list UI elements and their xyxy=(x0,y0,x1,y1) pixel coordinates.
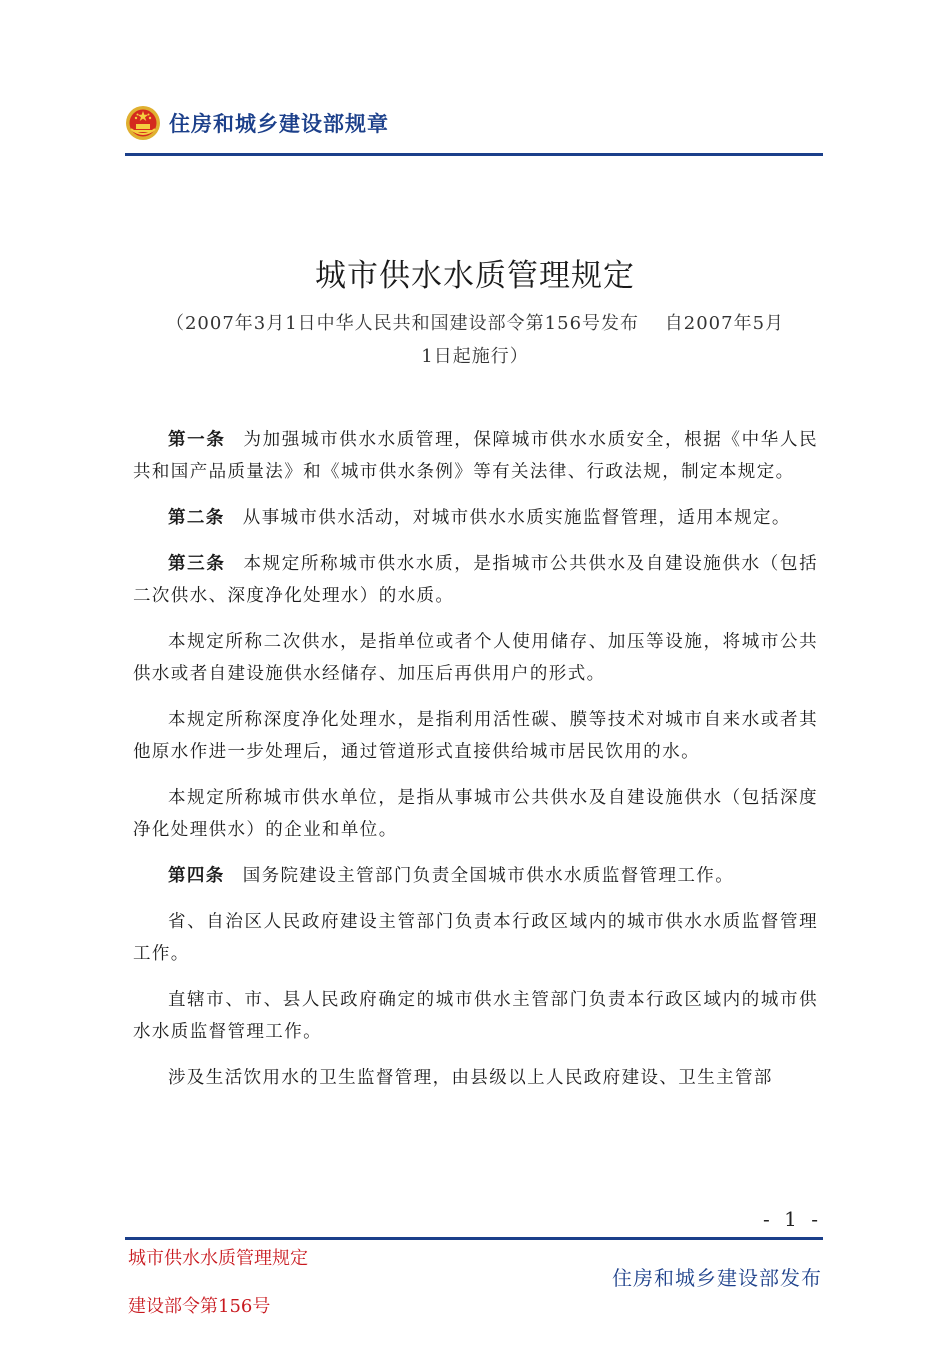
paragraph xyxy=(133,704,818,768)
article-number: 第一条 xyxy=(168,430,226,450)
paragraph-text: 涉及生活饮用水的卫生监督管理，由县级以上人民政府建设、卫生主管部 xyxy=(168,1068,773,1088)
national-emblem-icon xyxy=(125,105,161,141)
page-number: - 1 - xyxy=(763,1207,822,1231)
document-subtitle xyxy=(125,307,825,373)
paragraph xyxy=(133,860,818,892)
footer-document-name: 城市供水水质管理规定 xyxy=(128,1248,308,1269)
paragraph xyxy=(133,984,818,1048)
footer-divider xyxy=(125,1237,823,1240)
paragraph xyxy=(133,906,818,970)
article-number: 第四条 xyxy=(168,866,225,886)
paragraph-text: 本规定所称城市供水单位，是指从事城市公共供水及自建设施供水（包括深度净化处理供水）的企业和单位。 xyxy=(133,788,818,840)
paragraph-text: 国务院建设主管部门负责全国城市供水水质监督管理工作。 xyxy=(242,866,735,886)
footer-decree-number: 建设部令第156号 xyxy=(128,1296,271,1317)
subtitle-line-1: （2007年3月1日中华人民共和国建设部令第156号发布 自2007年5月 xyxy=(165,313,785,334)
paragraph-text: 本规定所称城市供水水质，是指城市公共供水及自建设施供水（包括二次供水、深度净化处理水）的水质。 xyxy=(133,554,819,606)
header-title: 住房和城乡建设部规章 xyxy=(169,112,389,136)
document-title: 城市供水水质管理规定 xyxy=(315,258,635,294)
paragraph-text: 为加强城市供水水质管理，保障城市供水水质安全，根据《中华人民共和国产品质量法》和《城市供水条例》等有关法律、行政法规，制定本规定。 xyxy=(133,430,819,482)
article-number: 第二条 xyxy=(168,508,225,528)
paragraph-text: 直辖市、市、县人民政府确定的城市供水主管部门负责本行政区域内的城市供水水质监督管理工作。 xyxy=(133,990,818,1042)
paragraph xyxy=(133,782,818,846)
page-header xyxy=(125,103,825,143)
document-body xyxy=(133,424,818,1108)
paragraph xyxy=(133,626,818,690)
article-number: 第三条 xyxy=(168,554,226,574)
header-divider xyxy=(125,153,823,156)
paragraph-text: 省、自治区人民政府建设主管部门负责本行政区域内的城市供水水质监督管理工作。 xyxy=(133,912,818,964)
paragraph xyxy=(133,502,818,534)
paragraph xyxy=(133,1062,818,1094)
paragraph-text: 本规定所称二次供水，是指单位或者个人使用储存、加压等设施，将城市公共供水或者自建设施供水经储存、加压后再供用户的形式。 xyxy=(133,632,818,684)
footer-publisher: 住房和城乡建设部发布 xyxy=(612,1266,822,1290)
paragraph xyxy=(133,548,818,612)
paragraph xyxy=(133,424,818,488)
paragraph-text: 从事城市供水活动，对城市供水水质实施监督管理，适用本规定。 xyxy=(242,508,791,528)
paragraph-text: 本规定所称深度净化处理水，是指利用活性碳、膜等技术对城市自来水或者其他原水作进一步处理后，通过管道形式直接供给城市居民饮用的水。 xyxy=(133,710,818,762)
subtitle-line-2: 1日起施行） xyxy=(421,346,529,367)
